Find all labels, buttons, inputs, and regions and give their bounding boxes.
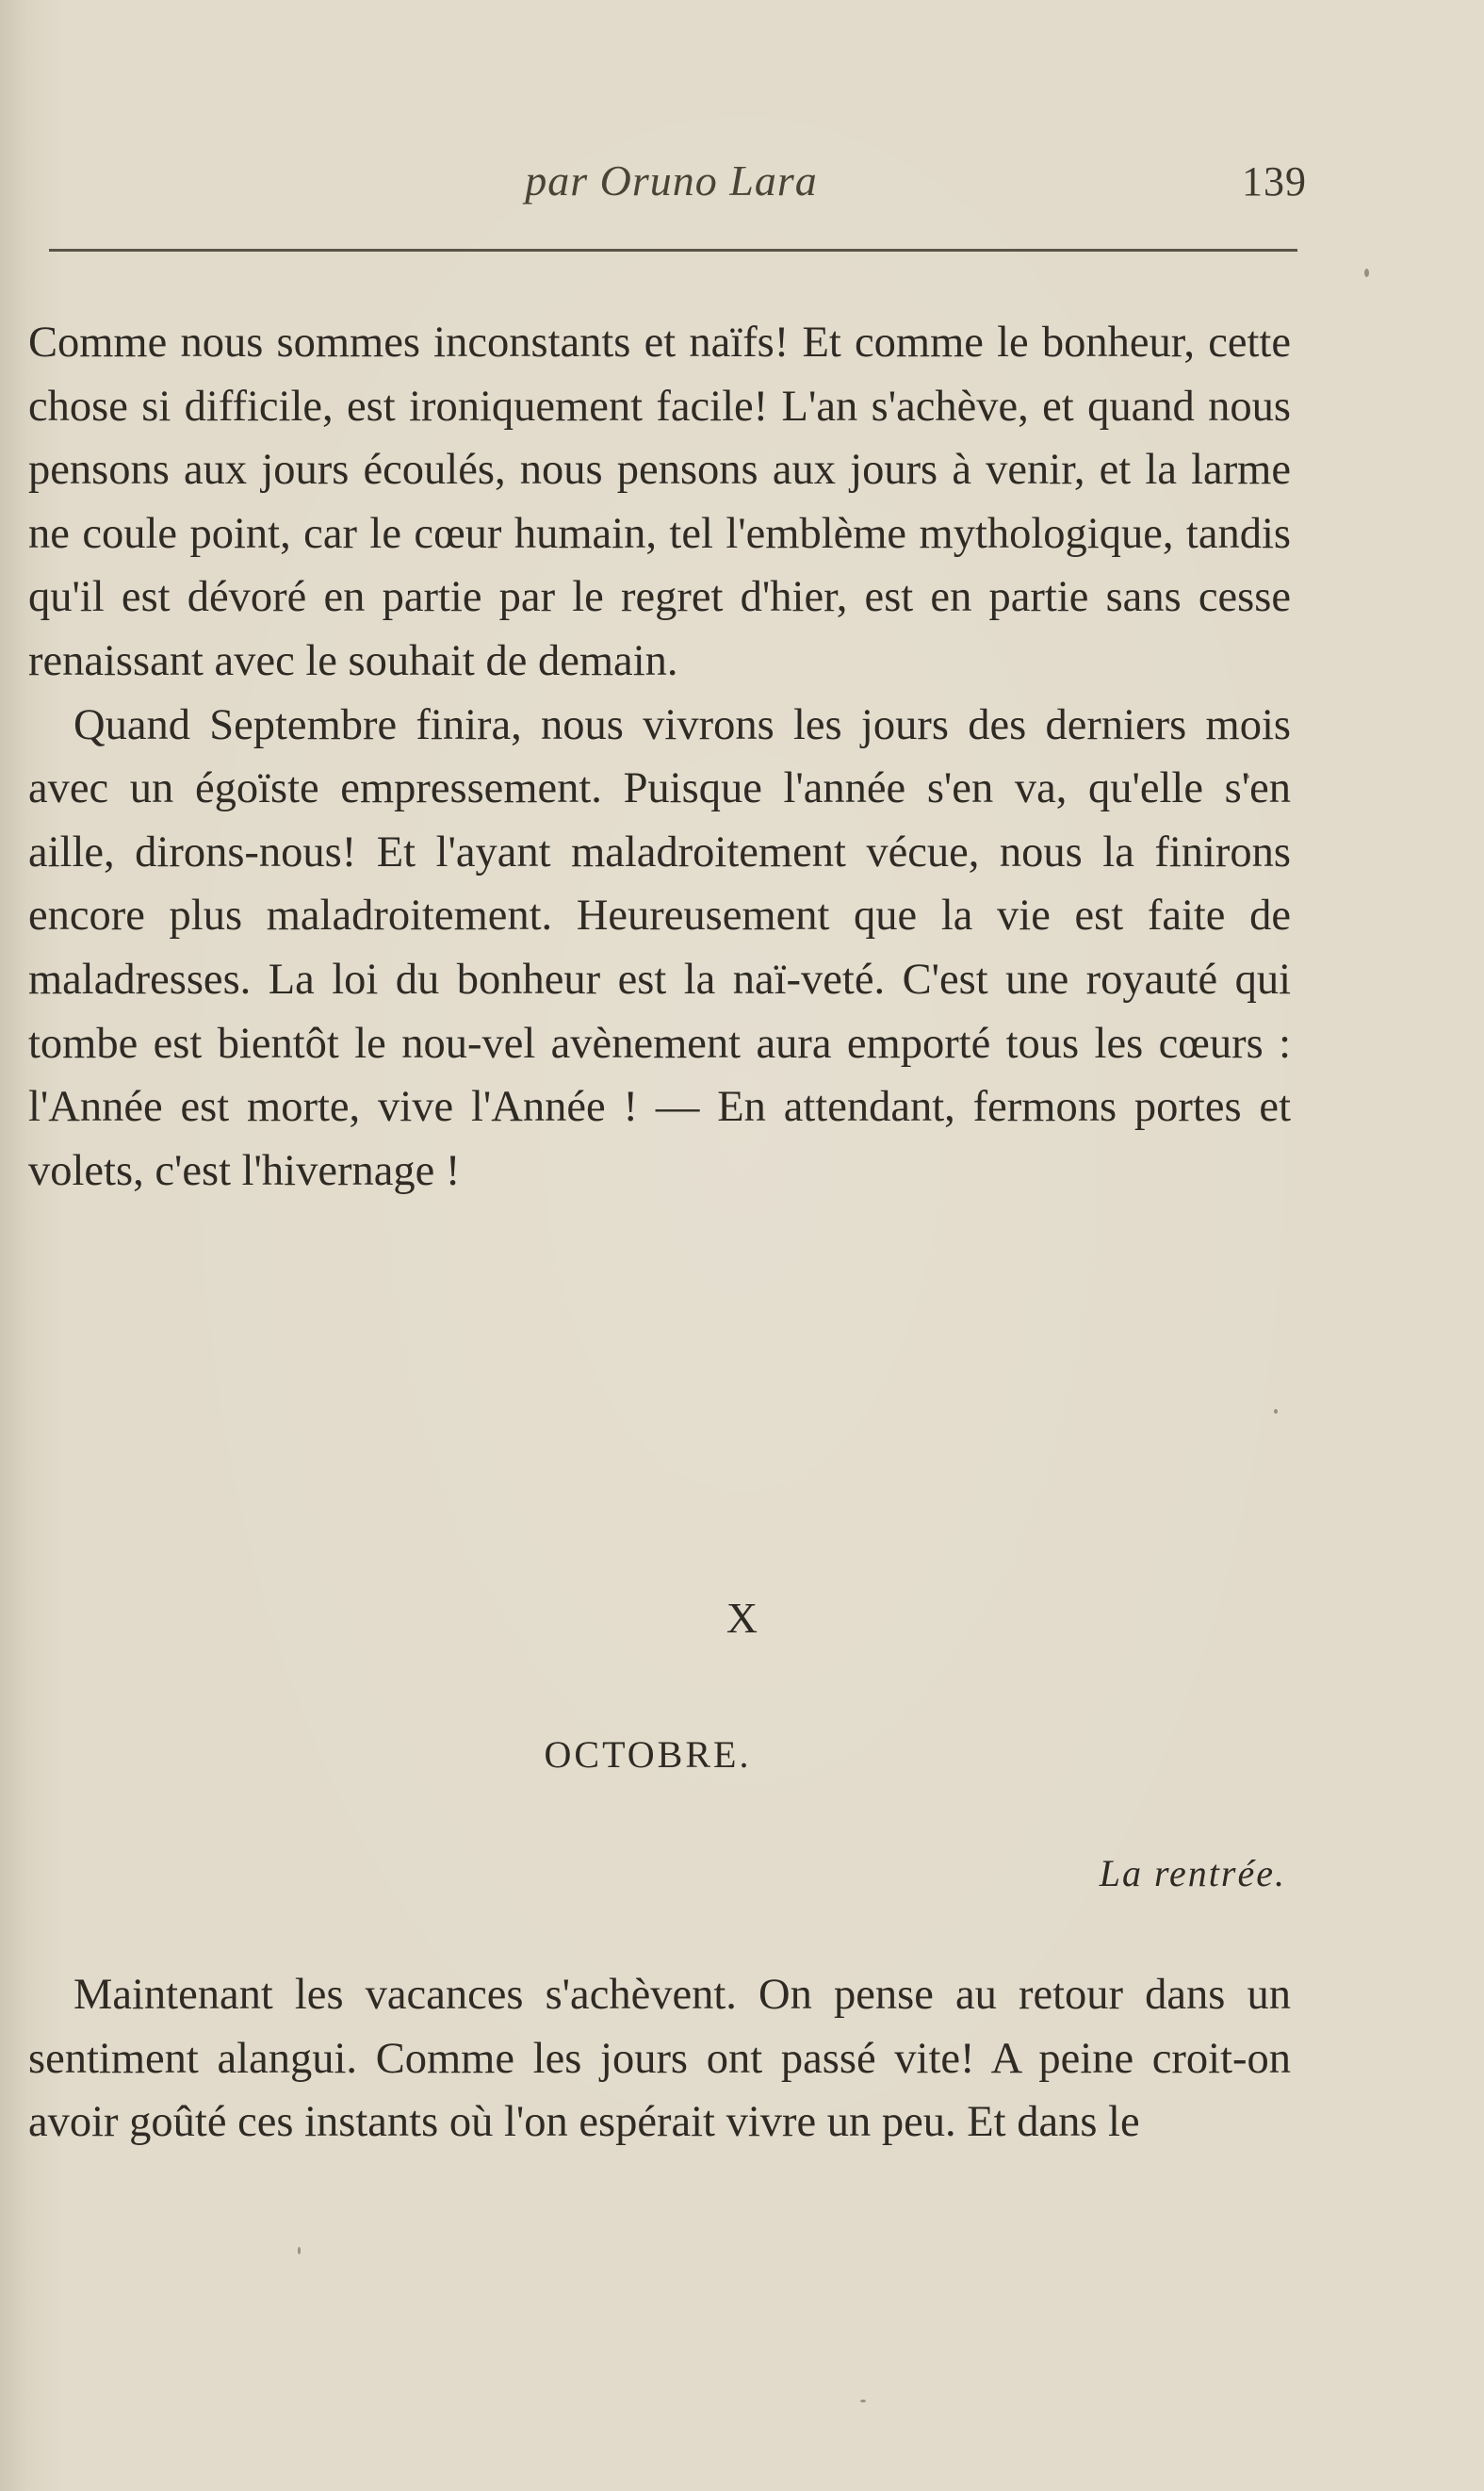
chapter-title: OCTOBRE. bbox=[544, 1733, 752, 1776]
header-rule bbox=[49, 249, 1297, 252]
chapter-numeral: X bbox=[726, 1594, 758, 1642]
paragraph-2: Quand Septembre finira, nous vivrons les jours des derniers mois avec un égoïste empressement. Puisque l'année s'en va, qu'elle s'en aille, dirons-nous! Et l'ayant maladroitement vécue, nous la finirons encore plus maladroitement. Heureusement que la vie est faite de maladresses. La loi du bonheur est la naï-veté. C'est une royauté qui tombe est bientôt le nou-vel avènement aura emporté tous les cœurs : l'Année est morte, vive l'Année ! — En attendant, fermons portes et volets, c'est l'hivernage ! bbox=[28, 700, 1291, 1195]
paper-speck bbox=[1274, 1409, 1278, 1414]
chapter-text bbox=[28, 1963, 1291, 2155]
paper-speck bbox=[1364, 269, 1369, 277]
running-title: par Oruno Lara bbox=[525, 156, 818, 205]
page-number: 139 bbox=[1242, 158, 1307, 205]
paper-speck bbox=[860, 2400, 866, 2402]
paper-speck bbox=[298, 2247, 301, 2254]
chapter-paragraph-1: Maintenant les vacances s'achèvent. On pense au retour dans un sentiment alangui. Comme les jours ont passé vite! A peine croit-on avoir goûté ces instants où l'on espérait vivre un peu. Et dans le bbox=[28, 1971, 1291, 2147]
chapter-subtitle: La rentrée. bbox=[1099, 1852, 1286, 1894]
running-head bbox=[47, 156, 1307, 221]
paper-speck bbox=[1246, 775, 1249, 778]
main-text bbox=[28, 311, 1291, 1203]
paragraph-1: Comme nous sommes inconstants et naïfs! Et comme le bonheur, cette chose si difficile, est ironiquement facile! L'an s'achève, et quand nous pensons aux jours écoulés, nous pensons aux jours à venir, et la larme ne coule point, car le cœur humain, tel l'emblème mythologique, tandis qu'il est dévoré en partie par le regret d'hier, est en partie sans cesse renaissant avec le souhait de demain. bbox=[28, 319, 1291, 685]
